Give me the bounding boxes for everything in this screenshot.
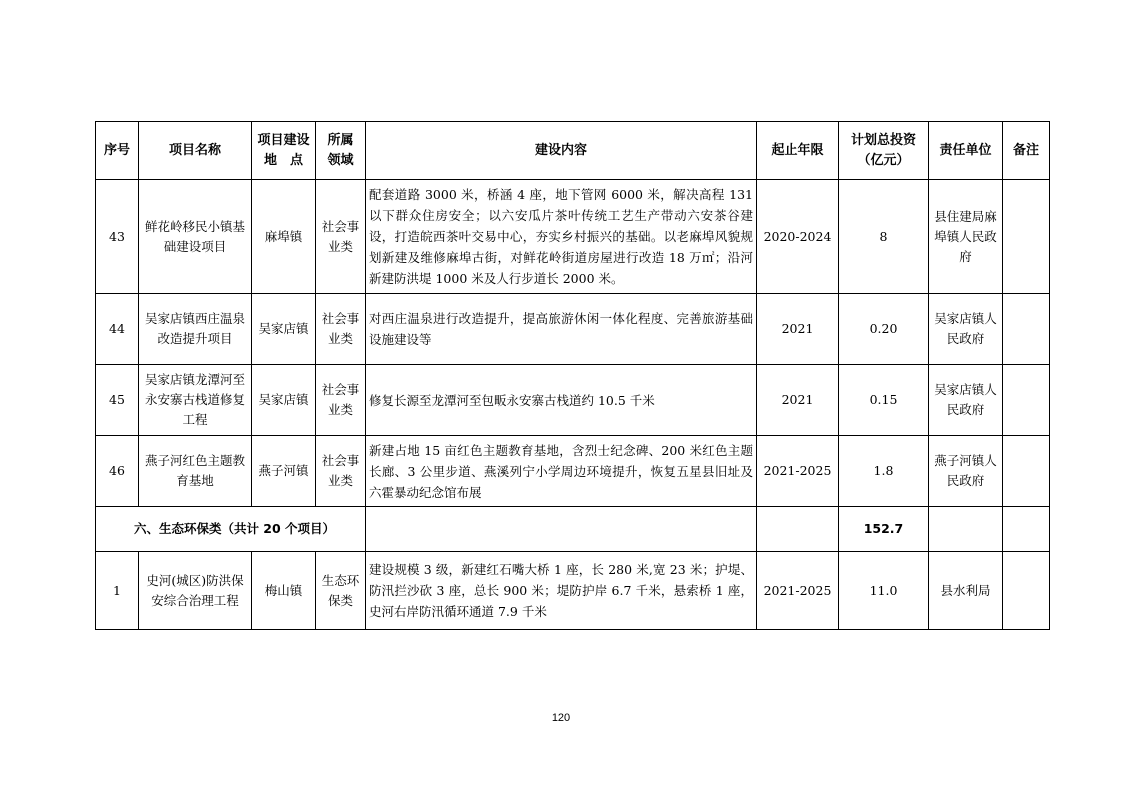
- page-number: 120: [551, 712, 571, 724]
- section-content-empty: [366, 507, 757, 552]
- cell-remark: [1003, 436, 1050, 507]
- cell-responsible: 燕子河镇人民政府: [929, 436, 1003, 507]
- cell-remark: [1003, 365, 1050, 436]
- header-name: 项目名称: [139, 122, 252, 180]
- header-field: [316, 122, 366, 180]
- cell-content: 建设规模 3 级，新建红石嘴大桥 1 座，长 280 米,宽 23 米；护堤、防汛拦沙砍 3 座，总长 900 米；堤防护岸 6.7 千米，悬索桥 1 座，史河右岸防汛循环通道 7.9 千米: [366, 552, 757, 630]
- header-investment: [839, 122, 929, 180]
- cell-investment: 8: [839, 180, 929, 294]
- table-row: [96, 436, 1050, 507]
- cell-content: 修复长源至龙潭河至包畈永安寨古栈道约 10.5 千米: [366, 365, 757, 436]
- cell-location: 吴家店镇: [252, 365, 316, 436]
- cell-investment: 1.8: [839, 436, 929, 507]
- cell-content: 配套道路 3000 米，桥涵 4 座，地下管网 6000 米，解决高程 131 以下群众住房安全；以六安瓜片茶叶传统工艺生产带动六安茶谷建设，打造皖西茶叶交易中心，夯实乡村振兴的基础。以老麻埠风貌规划新建及维修麻埠古街，对鲜花岭街道房屋进行改造 18 万㎡；沿河新建防洪堤 1000 米及人行步道长 2000 米。: [366, 180, 757, 294]
- header-content: 建设内容: [366, 122, 757, 180]
- table-row: [96, 365, 1050, 436]
- table-row: [96, 180, 1050, 294]
- cell-field: 社会事业类: [316, 180, 366, 294]
- cell-name: 燕子河红色主题教育基地: [139, 436, 252, 507]
- cell-responsible: 吴家店镇人民政府: [929, 365, 1003, 436]
- header-period: 起止年限: [757, 122, 839, 180]
- cell-remark: [1003, 180, 1050, 294]
- cell-field: 生态环保类: [316, 552, 366, 630]
- header-row: [96, 122, 1050, 180]
- cell-period: 2021-2025: [757, 552, 839, 630]
- cell-investment: 0.20: [839, 294, 929, 365]
- section-remark-empty: [1003, 507, 1050, 552]
- cell-investment: 11.0: [839, 552, 929, 630]
- header-location-line1: 项目建设: [257, 132, 310, 148]
- cell-location: 麻埠镇: [252, 180, 316, 294]
- cell-name: 鲜花岭移民小镇基础建设项目: [139, 180, 252, 294]
- header-seq: 序号: [96, 122, 139, 180]
- cell-responsible: 县水利局: [929, 552, 1003, 630]
- cell-content: 新建占地 15 亩红色主题教育基地，含烈士纪念碑、200 米红色主题长廊、3 公里步道、燕溪列宁小学周边环境提升，恢复五星县旧址及六霍暴动纪念馆布展: [366, 436, 757, 507]
- header-responsible: 责任单位: [929, 122, 1003, 180]
- table-row: [96, 552, 1050, 630]
- cell-period: 2021: [757, 365, 839, 436]
- section-investment: 152.7: [839, 507, 929, 552]
- section-title: 六、生态环保类（共计 20 个项目）: [96, 507, 366, 552]
- cell-name: 吴家店镇西庄温泉改造提升项目: [139, 294, 252, 365]
- cell-investment: 0.15: [839, 365, 929, 436]
- cell-seq: 43: [96, 180, 139, 294]
- section-responsible-empty: [929, 507, 1003, 552]
- cell-location: 燕子河镇: [252, 436, 316, 507]
- cell-field: 社会事业类: [316, 294, 366, 365]
- cell-seq: 44: [96, 294, 139, 365]
- cell-responsible: 吴家店镇人民政府: [929, 294, 1003, 365]
- header-investment-line2: （亿元）: [857, 152, 910, 168]
- cell-field: 社会事业类: [316, 436, 366, 507]
- cell-location: 梅山镇: [252, 552, 316, 630]
- cell-location: 吴家店镇: [252, 294, 316, 365]
- header-field-line1: 所属: [327, 132, 354, 148]
- section-row: [96, 507, 1050, 552]
- cell-content: 对西庄温泉进行改造提升，提高旅游休闲一体化程度、完善旅游基础设施建设等: [366, 294, 757, 365]
- header-investment-line1: 计划总投资: [850, 132, 916, 148]
- header-remark: 备注: [1003, 122, 1050, 180]
- cell-name: 史河(城区)防洪保安综合治理工程: [139, 552, 252, 630]
- cell-period: 2021: [757, 294, 839, 365]
- cell-remark: [1003, 552, 1050, 630]
- cell-name: 吴家店镇龙潭河至永安寨古栈道修复工程: [139, 365, 252, 436]
- cell-field: 社会事业类: [316, 365, 366, 436]
- cell-remark: [1003, 294, 1050, 365]
- project-table: [95, 121, 1050, 630]
- table-row: [96, 294, 1050, 365]
- cell-period: 2021-2025: [757, 436, 839, 507]
- cell-period: 2020-2024: [757, 180, 839, 294]
- section-period-empty: [757, 507, 839, 552]
- cell-seq: 1: [96, 552, 139, 630]
- header-location: [252, 122, 316, 180]
- cell-responsible: 县住建局麻埠镇人民政府: [929, 180, 1003, 294]
- header-location-line2: 地 点: [263, 152, 303, 168]
- header-field-line2: 领域: [327, 152, 354, 168]
- cell-seq: 46: [96, 436, 139, 507]
- cell-seq: 45: [96, 365, 139, 436]
